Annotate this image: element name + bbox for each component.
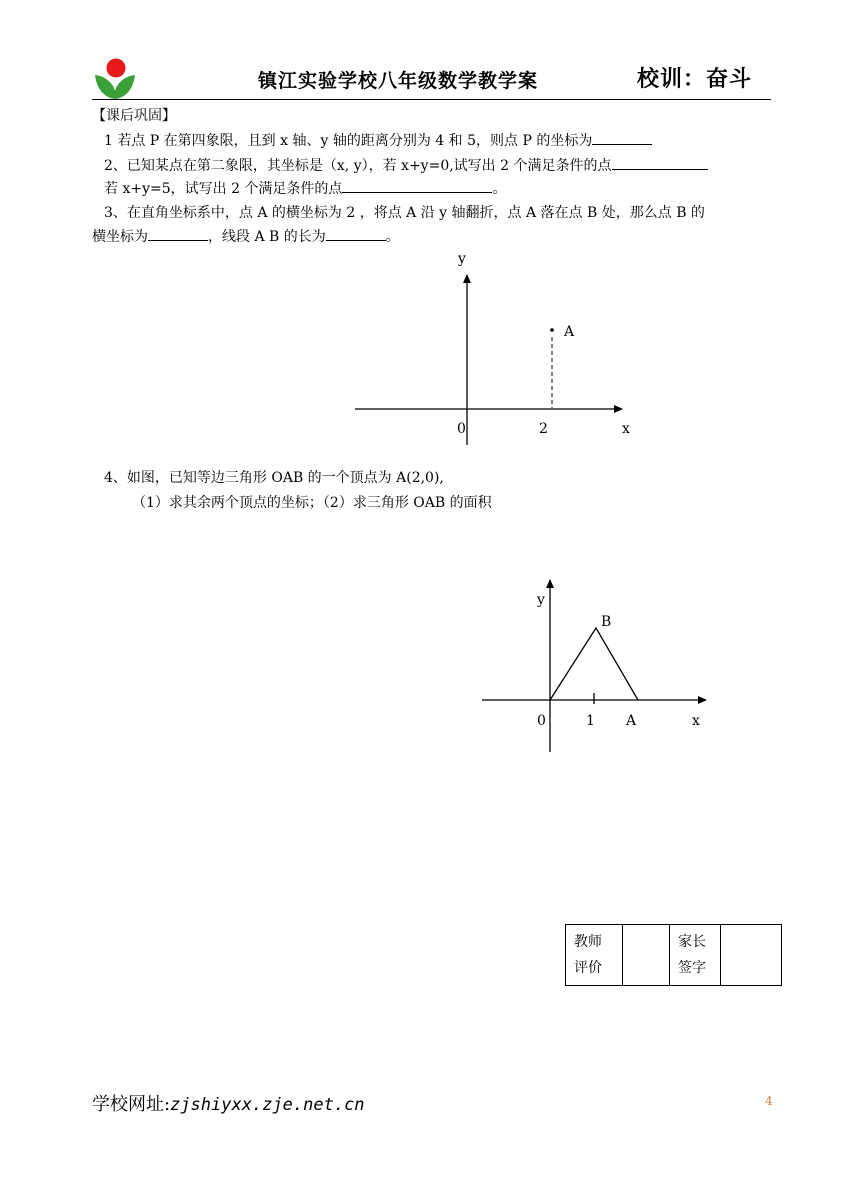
y-axis-label: y <box>537 592 545 608</box>
teacher-eval-label-2: 评价 <box>574 960 602 976</box>
point-a-label: A <box>564 324 575 340</box>
question-2-text-2: 若 x+y=5，试写出 2 个满足条件的点 <box>104 181 343 197</box>
page-number: 4 <box>765 1094 773 1108</box>
y-axis-label: y <box>458 251 466 267</box>
origin-label: 0 <box>457 421 466 437</box>
answer-blank <box>592 130 652 145</box>
answer-blank <box>342 178 492 193</box>
x-axis-label: x <box>622 421 630 437</box>
parent-sign-label <box>670 925 721 986</box>
parent-sign-label-2: 签字 <box>678 960 706 976</box>
answer-blank <box>326 226 386 241</box>
punctuation: 。 <box>385 229 400 245</box>
punctuation: 。 <box>492 181 507 197</box>
question-1 <box>104 130 652 150</box>
x-axis-label: x <box>692 713 700 729</box>
question-2-text: 2、已知某点在第二象限，其坐标是（x, y），若 x+y=0,试写出 2 个满足条件的点 <box>104 158 612 174</box>
school-motto: 校训：奋斗 <box>637 66 753 92</box>
question-3-text-2: 横坐标为 <box>92 229 148 245</box>
question-4-sub: （1）求其余两个顶点的坐标；（2）求三角形 OAB 的面积 <box>132 495 492 511</box>
figure-1-coordinate-plane <box>340 245 650 450</box>
parent-sign-cell[interactable] <box>721 925 782 986</box>
x-tick-label: 1 <box>586 713 595 729</box>
point-a-label: A <box>626 713 637 729</box>
triangle-oab <box>550 628 638 700</box>
question-3: 3、在直角坐标系中，点 A 的横坐标为 2 ，将点 A 沿 y 轴翻折，点 A 落在点 B 处，那么点 B 的 <box>104 205 705 221</box>
header-divider <box>92 99 771 100</box>
answer-blank <box>612 155 708 170</box>
question-2-line-2 <box>104 178 506 198</box>
question-3-line-2 <box>92 226 400 246</box>
teacher-eval-cell[interactable] <box>623 925 670 986</box>
x-tick-label: 2 <box>539 421 548 437</box>
evaluation-table <box>565 924 782 986</box>
question-2 <box>104 155 708 175</box>
figure-2-triangle <box>470 572 730 767</box>
question-3-text-3: ，线段 A B 的长为 <box>208 229 326 245</box>
school-website-link[interactable]: zjshiyxx.zje.net.cn <box>170 1095 365 1115</box>
question-1-text: 1 若点 P 在第四象限，且到 x 轴、y 轴的距离分别为 4 和 5，则点 P 的坐标为 <box>104 133 593 149</box>
school-logo <box>92 58 138 100</box>
point-b-label: B <box>601 614 612 630</box>
teacher-eval-label <box>566 925 623 986</box>
answer-blank <box>148 226 208 241</box>
origin-label: 0 <box>537 713 546 729</box>
footer <box>92 1090 365 1116</box>
footer-label: 学校网址: <box>92 1094 171 1115</box>
teacher-eval-label-1: 教师 <box>574 934 602 950</box>
section-title: 【课后巩固】 <box>92 108 176 124</box>
point-a <box>550 328 554 332</box>
doc-title: 镇江实验学校八年级数学教学案 <box>258 70 539 92</box>
question-4: 4、如图，已知等边三角形 OAB 的一个顶点为 A(2,0), <box>104 470 444 486</box>
parent-sign-label-1: 家长 <box>678 934 706 950</box>
